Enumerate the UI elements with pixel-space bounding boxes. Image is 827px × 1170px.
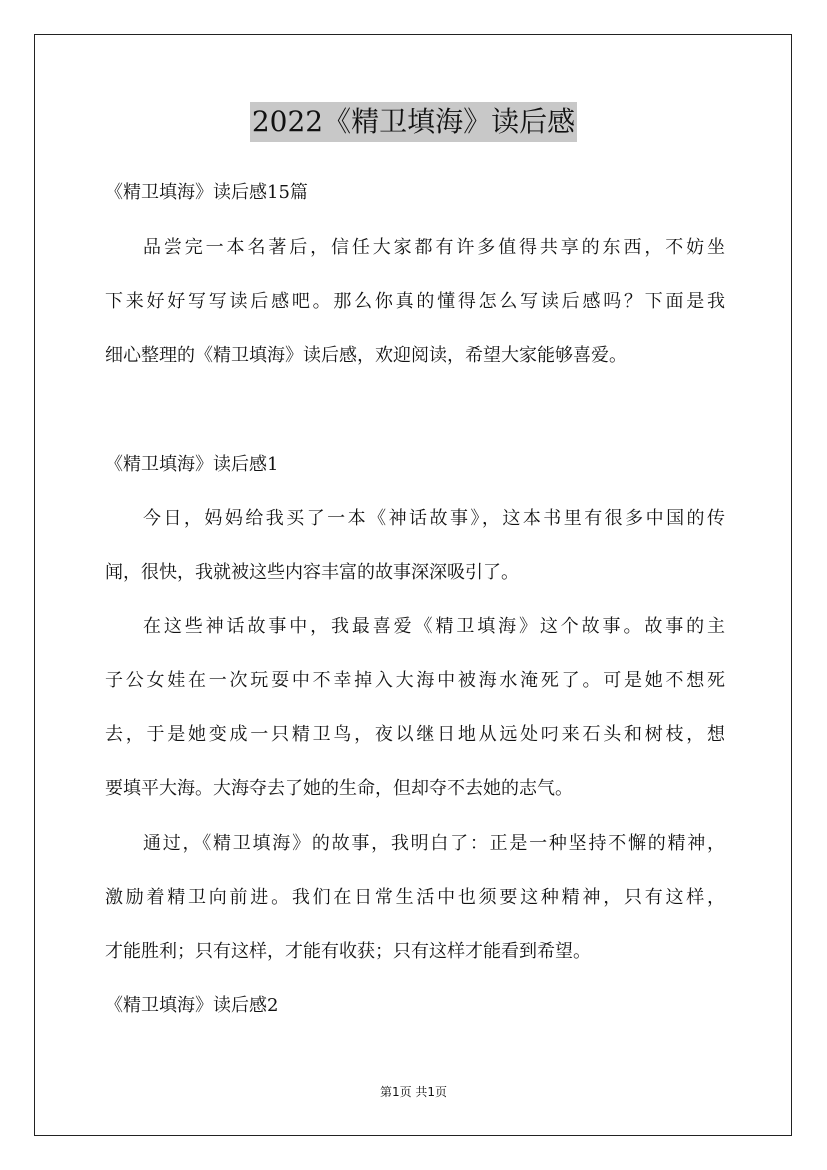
intro-line-1: 品尝完一本名著后，信任大家都有许多值得共享的东西，不妨坐	[143, 237, 725, 258]
section-1-p1-line-1: 今日，妈妈给我买了一本《神话故事》，这本书里有很多中国的传	[143, 508, 725, 529]
section-1-p3-line-1: 通过，《精卫填海》的故事，我明白了：正是一种坚持不懈的精神，	[143, 833, 725, 854]
section-1-p2-line-3: 去，于是她变成一只精卫鸟，夜以继日地从远处叼来石头和树枝，想	[105, 724, 725, 745]
section-1-p2-line-2: 子公女娃在一次玩耍中不幸掉入大海中被海水淹死了。可是她不想死	[105, 670, 725, 691]
section-1-p2-line-1: 在这些神话故事中，我最喜爱《精卫填海》这个故事。故事的主	[143, 616, 725, 637]
intro-line-2: 下来好好写写读后感吧。那么你真的懂得怎么写读后感吗？下面是我	[105, 291, 725, 312]
title-container	[0, 102, 827, 142]
section-1-p2-line-4: 要填平大海。大海夺去了她的生命，但却夺不去她的志气。	[105, 778, 573, 799]
document-title: 2022《精卫填海》读后感	[250, 102, 577, 142]
section-1-p3-line-2: 激励着精卫向前进。我们在日常生活中也须要这种精神，只有这样，	[105, 887, 725, 908]
document-subtitle: 《精卫填海》读后感15篇	[105, 182, 308, 203]
section-2-heading: 《精卫填海》读后感2	[105, 995, 279, 1016]
section-1-p3-line-3: 才能胜利；只有这样，才能有收获；只有这样才能看到希望。	[105, 941, 591, 962]
section-1-p1-line-2: 闻，很快，我就被这些内容丰富的故事深深吸引了。	[105, 562, 519, 583]
page-footer: 第1页 共1页	[379, 1085, 448, 1099]
section-1-heading: 《精卫填海》读后感1	[105, 454, 279, 475]
intro-line-3: 细心整理的《精卫填海》读后感，欢迎阅读，希望大家能够喜爱。	[105, 345, 627, 366]
